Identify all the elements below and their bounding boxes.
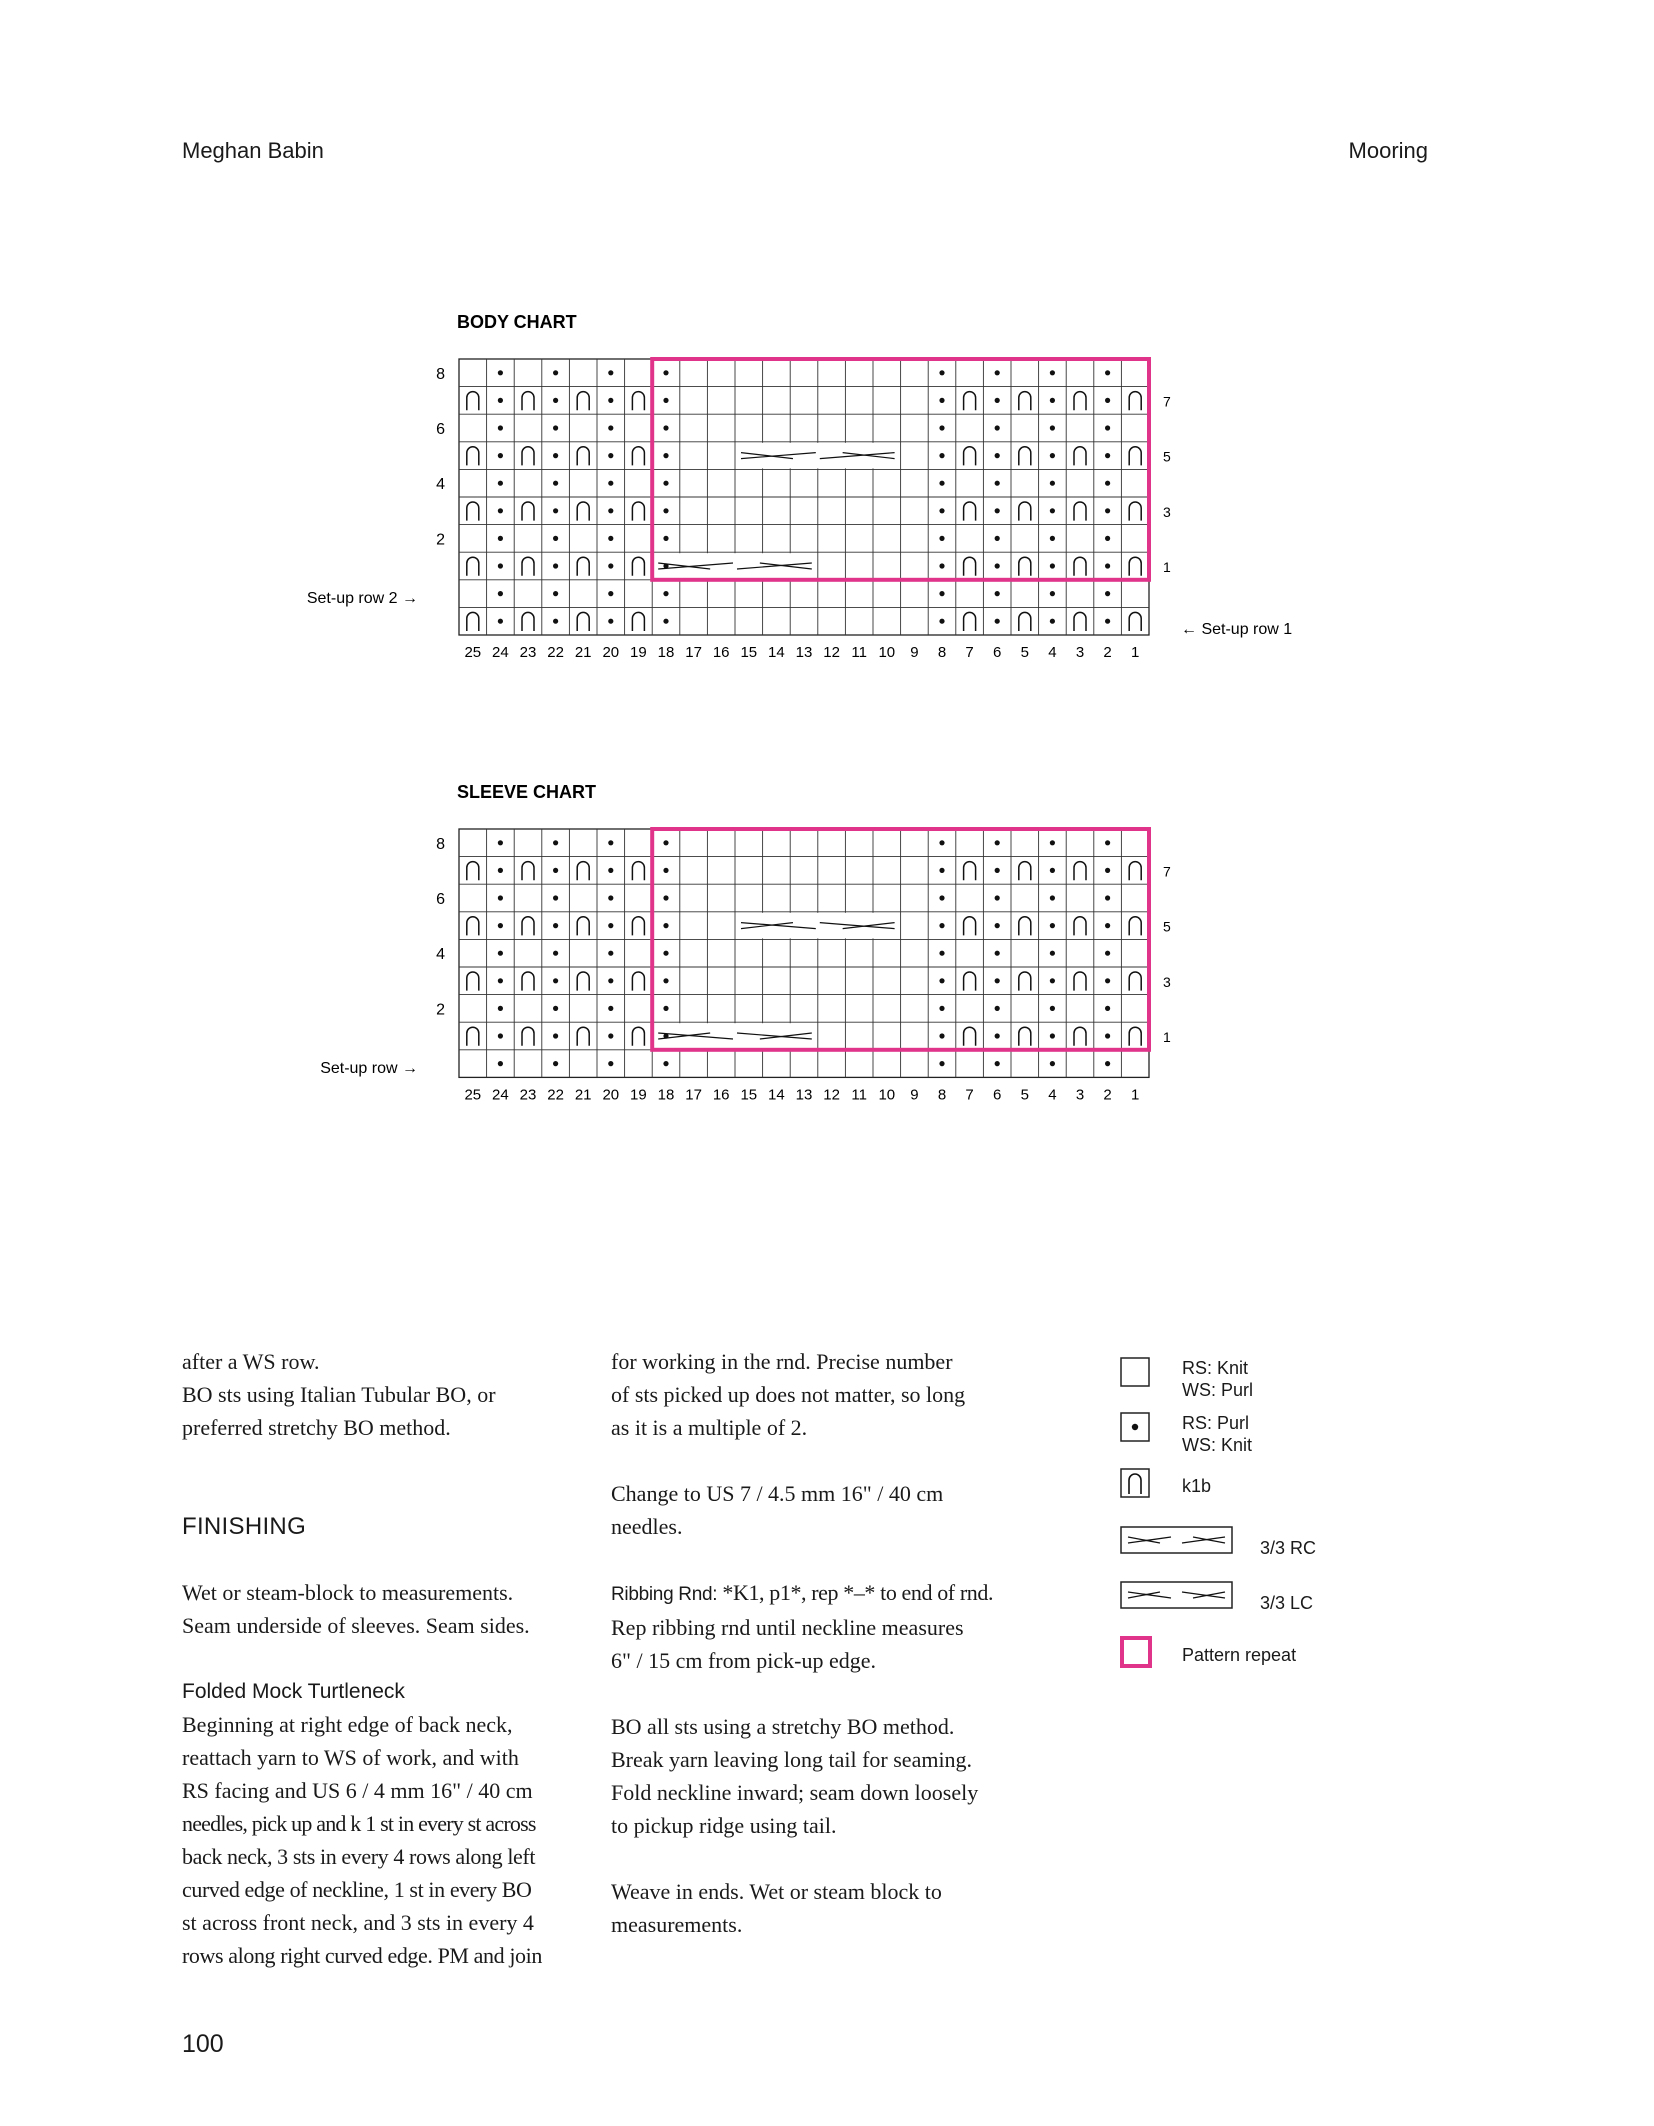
- text-line: RS facing and US 6 / 4 mm 16" / 40 cm: [182, 1778, 533, 1803]
- body-chart-setup-right: ← Set-up row 1: [1181, 621, 1293, 638]
- purl-dot-icon: [553, 425, 558, 430]
- row-label: 7: [1163, 863, 1171, 880]
- body-chart-right-row-labels: [1163, 393, 1171, 575]
- column-label: 8: [937, 1086, 947, 1104]
- purl-dot-icon: [939, 563, 944, 568]
- purl-dot-icon: [498, 425, 503, 430]
- purl-dot-icon: [939, 591, 944, 596]
- purl-dot-icon: [553, 398, 558, 403]
- legend-3-3-lc-label: 3/3 LC: [1260, 1593, 1314, 1613]
- purl-dot-icon: [663, 481, 668, 486]
- purl-dot-icon: [1105, 591, 1110, 596]
- sleeve-chart-setup-left: Set-up row →: [320, 1060, 418, 1077]
- purl-dot-icon: [995, 978, 1000, 983]
- purl-dot-icon: [1050, 453, 1055, 458]
- column-label: 15: [740, 1086, 758, 1104]
- purl-dot-icon: [498, 370, 503, 375]
- column-label: 1: [1131, 644, 1140, 661]
- purl-dot-icon: [663, 563, 668, 568]
- purl-dot-icon: [995, 1061, 1000, 1066]
- column-label: 18: [657, 644, 675, 661]
- purl-dot-icon: [498, 563, 503, 568]
- text-line: needles.: [611, 1514, 683, 1539]
- row-label: 4: [436, 946, 445, 964]
- cable-background: [736, 443, 900, 469]
- text-line: Rep ribbing rnd until neckline measures: [611, 1615, 964, 1640]
- purl-dot-icon: [498, 951, 503, 956]
- column-label: 24: [492, 644, 509, 661]
- row-label: 1: [1163, 559, 1171, 575]
- column-label: 8: [937, 644, 947, 661]
- legend-3-3-rc: [1120, 1525, 1316, 1559]
- purl-dot-icon: [553, 978, 558, 983]
- column-label: 13: [795, 644, 813, 661]
- text-line: needles, pick up and k 1 st in every st across: [182, 1811, 536, 1836]
- purl-dot-icon: [498, 481, 503, 486]
- ribbing-rnd-text: *K1, p1*, rep *–* to end of rnd.: [717, 1580, 994, 1605]
- legend-pattern-repeat: [1120, 1636, 1296, 1670]
- legend-knit: [1120, 1357, 1253, 1401]
- mock-turtleneck-subhead: Folded Mock Turtleneck: [182, 1680, 405, 1703]
- purl-dot-icon: [498, 840, 503, 845]
- purl-dot-icon: [608, 1006, 613, 1011]
- purl-dot-icon: [1050, 370, 1055, 375]
- column-label: 23: [519, 1086, 537, 1104]
- body-chart-grid: [459, 359, 1149, 635]
- cable-3-3-lc: [653, 1023, 817, 1049]
- text-line: 6" / 15 cm from pick-up edge.: [611, 1648, 876, 1673]
- text-line: to pickup ridge using tail.: [611, 1813, 837, 1838]
- purl-dot-icon: [553, 370, 558, 375]
- purl-dot-icon: [1105, 840, 1110, 845]
- cable-3-3-rc: [736, 443, 900, 469]
- column-label: 4: [1048, 644, 1057, 661]
- column-label: 2: [1103, 644, 1112, 661]
- purl-dot-icon: [1105, 481, 1110, 486]
- column-label: 3: [1075, 644, 1085, 661]
- column-label: 13: [795, 1086, 813, 1104]
- purl-dot-icon: [1050, 619, 1055, 624]
- text-line: rows along right curved edge. PM and join: [182, 1943, 542, 1968]
- legend-knit-ws: WS: Purl: [1182, 1380, 1254, 1400]
- purl-dot-icon: [1050, 591, 1055, 596]
- legend-knit-rs: RS: Knit: [1182, 1358, 1249, 1378]
- purl-dot-icon: [498, 453, 503, 458]
- purl-dot-icon: [663, 370, 668, 375]
- purl-dot-icon: [939, 1061, 944, 1066]
- purl-dot-icon: [939, 453, 944, 458]
- text-line: after a WS row.: [182, 1349, 320, 1374]
- purl-dot-icon: [995, 591, 1000, 596]
- column-label: 9: [910, 1086, 919, 1104]
- purl-dot-icon: [1105, 370, 1110, 375]
- column-label: 5: [1020, 1086, 1029, 1104]
- row-label: 6: [436, 421, 445, 438]
- row-label: 3: [1163, 973, 1171, 990]
- column-label: 5: [1020, 644, 1029, 661]
- column-label: 10: [878, 644, 896, 661]
- purl-dot-icon: [995, 951, 1000, 956]
- purl-dot-icon: [663, 951, 668, 956]
- purl-dot-icon: [1105, 425, 1110, 430]
- purl-dot-icon: [663, 1061, 668, 1066]
- purl-dot-icon: [1050, 563, 1055, 568]
- purl-dot-icon: [608, 591, 613, 596]
- column-label: 6: [993, 1086, 1002, 1104]
- purl-dot-icon: [1105, 895, 1110, 900]
- purl-dot-icon: [498, 895, 503, 900]
- column-label: 18: [657, 1086, 675, 1104]
- text-line: Weave in ends. Wet or steam block to: [611, 1879, 942, 1904]
- purl-dot-icon: [995, 619, 1000, 624]
- cable-3-3-rc: [653, 553, 817, 579]
- purl-dot-icon: [553, 481, 558, 486]
- purl-dot-icon: [1050, 895, 1055, 900]
- purl-dot-icon: [1120, 1412, 1152, 1444]
- column-label: 11: [851, 1086, 867, 1104]
- purl-dot-icon: [663, 508, 668, 513]
- body-chart-setup-left: Set-up row 2 →: [306, 590, 418, 607]
- sleeve-chart-title: SLEEVE CHART: [457, 782, 597, 802]
- purl-dot-icon: [939, 978, 944, 983]
- purl-dot-icon: [553, 453, 558, 458]
- k1b-arch-icon: [1120, 1468, 1152, 1500]
- text-line: measurements.: [611, 1912, 743, 1937]
- column-label: 16: [712, 644, 730, 661]
- cable-right-cross-icon: [1120, 1525, 1235, 1557]
- purl-dot-icon: [1105, 923, 1110, 928]
- row-label: 2: [436, 1001, 445, 1019]
- cable-background: [653, 553, 817, 579]
- purl-dot-icon: [1105, 619, 1110, 624]
- header-author: Meghan Babin: [182, 138, 324, 163]
- purl-dot-icon: [1050, 951, 1055, 956]
- purl-dot-icon: [608, 370, 613, 375]
- column-label: 10: [878, 1086, 896, 1104]
- purl-dot-icon: [553, 1061, 558, 1066]
- purl-dot-icon: [1105, 868, 1110, 873]
- text-line: st across front neck, and 3 sts in every 4: [182, 1910, 534, 1935]
- purl-dot-icon: [498, 923, 503, 928]
- text-column-middle: [611, 1345, 1016, 1941]
- sleeve-chart-left-row-labels: [436, 836, 445, 1019]
- purl-dot-icon: [498, 1033, 503, 1038]
- column-label: 19: [630, 644, 647, 661]
- purl-dot-icon: [498, 398, 503, 403]
- purl-dot-icon: [1105, 508, 1110, 513]
- column-label: 23: [519, 644, 537, 661]
- column-label: 12: [823, 644, 840, 661]
- column-label: 17: [685, 1086, 702, 1104]
- column-label: 16: [712, 1086, 730, 1104]
- column-label: 15: [740, 644, 758, 661]
- purl-dot-icon: [995, 923, 1000, 928]
- purl-dot-icon: [608, 895, 613, 900]
- text-line: reattach yarn to WS of work, and with: [182, 1745, 519, 1770]
- pattern-repeat-box-icon: [1120, 1636, 1154, 1670]
- purl-dot-icon: [608, 536, 613, 541]
- sleeve-chart-column-labels: [464, 1086, 1139, 1103]
- column-label: 4: [1048, 1086, 1057, 1104]
- purl-dot-icon: [553, 951, 558, 956]
- column-label: 22: [547, 1086, 564, 1104]
- purl-dot-icon: [608, 508, 613, 513]
- legend-3-3-rc-label: 3/3 RC: [1260, 1538, 1317, 1558]
- column-label: 20: [602, 1086, 620, 1104]
- column-label: 7: [965, 644, 974, 661]
- legend-purl: [1120, 1412, 1252, 1456]
- purl-dot-icon: [1105, 453, 1110, 458]
- purl-dot-icon: [553, 1033, 558, 1038]
- purl-dot-icon: [608, 978, 613, 983]
- ribbing-line: [611, 1576, 1016, 1611]
- text-line: BO all sts using a stretchy BO method.: [611, 1714, 955, 1739]
- column-label: 12: [823, 1086, 840, 1104]
- purl-dot-icon: [939, 1033, 944, 1038]
- cable-background: [736, 913, 900, 939]
- purl-dot-icon: [553, 923, 558, 928]
- purl-dot-icon: [1105, 563, 1110, 568]
- purl-dot-icon: [995, 895, 1000, 900]
- purl-dot-icon: [663, 1033, 668, 1038]
- legend-pattern-repeat-label: Pattern repeat: [1182, 1645, 1297, 1665]
- legend-purl-rs: RS: Purl: [1182, 1413, 1250, 1433]
- purl-dot-icon: [608, 951, 613, 956]
- purl-dot-icon: [995, 481, 1000, 486]
- purl-dot-icon: [995, 840, 1000, 845]
- text-line: Wet or steam-block to measurements.: [182, 1580, 514, 1605]
- purl-dot-icon: [1050, 1033, 1055, 1038]
- purl-dot-icon: [553, 619, 558, 624]
- row-label: 2: [436, 531, 445, 549]
- purl-dot-icon: [995, 868, 1000, 873]
- column-label: 25: [464, 644, 482, 661]
- purl-dot-icon: [995, 453, 1000, 458]
- column-label: 19: [630, 1086, 647, 1104]
- column-label: 6: [993, 644, 1002, 661]
- purl-dot-icon: [663, 1006, 668, 1011]
- purl-dot-icon: [498, 868, 503, 873]
- purl-dot-icon: [663, 895, 668, 900]
- purl-dot-icon: [608, 868, 613, 873]
- purl-dot-icon: [995, 1006, 1000, 1011]
- purl-dot-icon: [939, 619, 944, 624]
- purl-dot-icon: [995, 536, 1000, 541]
- purl-dot-icon: [608, 619, 613, 624]
- purl-dot-icon: [498, 591, 503, 596]
- purl-dot-icon: [1050, 840, 1055, 845]
- purl-dot-icon: [498, 619, 503, 624]
- purl-dot-icon: [663, 923, 668, 928]
- purl-dot-icon: [608, 1033, 613, 1038]
- purl-dot-icon: [995, 398, 1000, 403]
- purl-dot-icon: [939, 923, 944, 928]
- purl-dot-icon: [1105, 1061, 1110, 1066]
- body-chart-column-labels: [464, 644, 1139, 661]
- purl-dot-icon: [1105, 398, 1110, 403]
- body-chart-title: BODY CHART: [457, 312, 577, 332]
- row-label: 1: [1163, 1029, 1171, 1045]
- finishing-heading: FINISHING: [182, 1513, 307, 1540]
- purl-dot-icon: [1050, 1061, 1055, 1066]
- purl-dot-icon: [663, 868, 668, 873]
- purl-dot-icon: [1050, 425, 1055, 430]
- purl-dot-icon: [553, 591, 558, 596]
- purl-dot-icon: [1050, 481, 1055, 486]
- purl-dot-icon: [1050, 536, 1055, 541]
- text-line: curved edge of neckline, 1 st in every BO: [182, 1877, 532, 1902]
- text-line: Change to US 7 / 4.5 mm 16" / 40 cm: [611, 1481, 944, 1506]
- purl-dot-icon: [1050, 1006, 1055, 1011]
- legend-k1b-label: k1b: [1182, 1476, 1212, 1496]
- row-label: 8: [436, 835, 445, 853]
- sleeve-chart-grid: [459, 829, 1149, 1077]
- purl-dot-icon: [939, 481, 944, 486]
- purl-dot-icon: [663, 536, 668, 541]
- purl-dot-icon: [995, 425, 1000, 430]
- purl-dot-icon: [1050, 978, 1055, 983]
- column-label: 17: [685, 644, 702, 661]
- purl-dot-icon: [608, 563, 613, 568]
- purl-dot-icon: [663, 978, 668, 983]
- ribbing-rnd-lead: Ribbing Rnd:: [611, 1584, 718, 1605]
- text-line: Fold neckline inward; seam down loosely: [611, 1780, 979, 1805]
- text-line: Beginning at right edge of back neck,: [182, 1712, 513, 1737]
- purl-dot-icon: [608, 840, 613, 845]
- purl-dot-icon: [608, 923, 613, 928]
- column-label: 21: [574, 1086, 592, 1104]
- purl-dot-icon: [553, 895, 558, 900]
- column-label: 14: [768, 1086, 785, 1104]
- text-line: BO sts using Italian Tubular BO, or: [182, 1382, 496, 1407]
- purl-dot-icon: [498, 1006, 503, 1011]
- column-label: 2: [1103, 1086, 1112, 1104]
- text-column-left: [182, 1345, 587, 1972]
- purl-dot-icon: [995, 370, 1000, 375]
- purl-dot-icon: [608, 481, 613, 486]
- purl-dot-icon: [498, 978, 503, 983]
- row-label: 6: [436, 891, 445, 908]
- purl-dot-icon: [939, 536, 944, 541]
- purl-dot-icon: [1105, 536, 1110, 541]
- purl-dot-icon: [1050, 508, 1055, 513]
- cable-background: [653, 1023, 817, 1049]
- purl-dot-icon: [553, 508, 558, 513]
- purl-dot-icon: [939, 840, 944, 845]
- purl-dot-icon: [939, 1006, 944, 1011]
- row-label: 8: [436, 365, 445, 383]
- purl-dot-icon: [939, 425, 944, 430]
- body-chart-left-row-labels: [436, 366, 445, 549]
- purl-dot-icon: [995, 1033, 1000, 1038]
- column-label: 7: [965, 1086, 974, 1104]
- text-line: back neck, 3 sts in every 4 rows along left: [182, 1844, 536, 1869]
- purl-dot-icon: [663, 398, 668, 403]
- purl-dot-icon: [553, 536, 558, 541]
- purl-dot-icon: [663, 619, 668, 624]
- purl-dot-icon: [995, 508, 1000, 513]
- body-chart: [280, 300, 1340, 680]
- column-label: 14: [768, 644, 785, 661]
- purl-dot-icon: [1105, 1033, 1110, 1038]
- purl-dot-icon: [553, 868, 558, 873]
- purl-dot-icon: [663, 425, 668, 430]
- column-label: 1: [1131, 1086, 1140, 1104]
- purl-dot-icon: [498, 508, 503, 513]
- purl-dot-icon: [553, 563, 558, 568]
- legend-3-3-lc: [1120, 1580, 1313, 1614]
- purl-dot-icon: [1050, 868, 1055, 873]
- purl-dot-icon: [608, 1061, 613, 1066]
- header-title: Mooring: [1348, 138, 1428, 163]
- purl-dot-icon: [608, 453, 613, 458]
- column-label: 3: [1075, 1086, 1085, 1104]
- purl-dot-icon: [663, 453, 668, 458]
- purl-dot-icon: [1105, 978, 1110, 983]
- text-line: Break yarn leaving long tail for seaming.: [611, 1747, 973, 1772]
- row-label: 3: [1163, 503, 1171, 520]
- row-label: 5: [1163, 448, 1171, 465]
- purl-dot-icon: [1105, 1006, 1110, 1011]
- purl-dot-icon: [608, 425, 613, 430]
- purl-dot-icon: [553, 1006, 558, 1011]
- purl-dot-icon: [939, 398, 944, 403]
- purl-dot-icon: [1105, 951, 1110, 956]
- column-label: 22: [547, 644, 564, 661]
- text-line: as it is a multiple of 2.: [611, 1415, 808, 1440]
- purl-dot-icon: [608, 398, 613, 403]
- sleeve-chart-right-row-labels: [1163, 863, 1171, 1045]
- cable-3-3-lc: [736, 913, 900, 939]
- column-label: 21: [574, 644, 592, 661]
- text-line: Seam underside of sleeves. Seam sides.: [182, 1613, 530, 1638]
- column-label: 20: [602, 644, 620, 661]
- sleeve-chart: [280, 770, 1340, 1110]
- column-label: 25: [464, 1086, 482, 1104]
- text-line: of sts picked up does not matter, so long: [611, 1382, 966, 1407]
- row-label: 7: [1163, 393, 1171, 410]
- purl-dot-icon: [663, 840, 668, 845]
- purl-dot-icon: [939, 370, 944, 375]
- purl-dot-icon: [498, 536, 503, 541]
- purl-dot-icon: [553, 840, 558, 845]
- legend-k1b: [1120, 1468, 1211, 1500]
- purl-dot-icon: [939, 951, 944, 956]
- row-label: 4: [436, 476, 445, 494]
- purl-dot-icon: [995, 563, 1000, 568]
- purl-dot-icon: [939, 868, 944, 873]
- purl-dot-icon: [1050, 923, 1055, 928]
- text-line: preferred stretchy BO method.: [182, 1415, 451, 1440]
- knit-symbol-icon: [1120, 1357, 1152, 1389]
- column-label: 9: [910, 644, 919, 661]
- legend-purl-ws: WS: Knit: [1182, 1435, 1253, 1455]
- purl-dot-icon: [498, 1061, 503, 1066]
- text-line: for working in the rnd. Precise number: [611, 1349, 953, 1374]
- page-number: 100: [182, 2030, 224, 2058]
- column-label: 11: [851, 644, 867, 661]
- cable-left-cross-icon: [1120, 1580, 1235, 1612]
- purl-dot-icon: [939, 895, 944, 900]
- purl-dot-icon: [663, 591, 668, 596]
- row-label: 5: [1163, 918, 1171, 935]
- column-label: 24: [492, 1086, 509, 1104]
- purl-dot-icon: [1050, 398, 1055, 403]
- purl-dot-icon: [939, 508, 944, 513]
